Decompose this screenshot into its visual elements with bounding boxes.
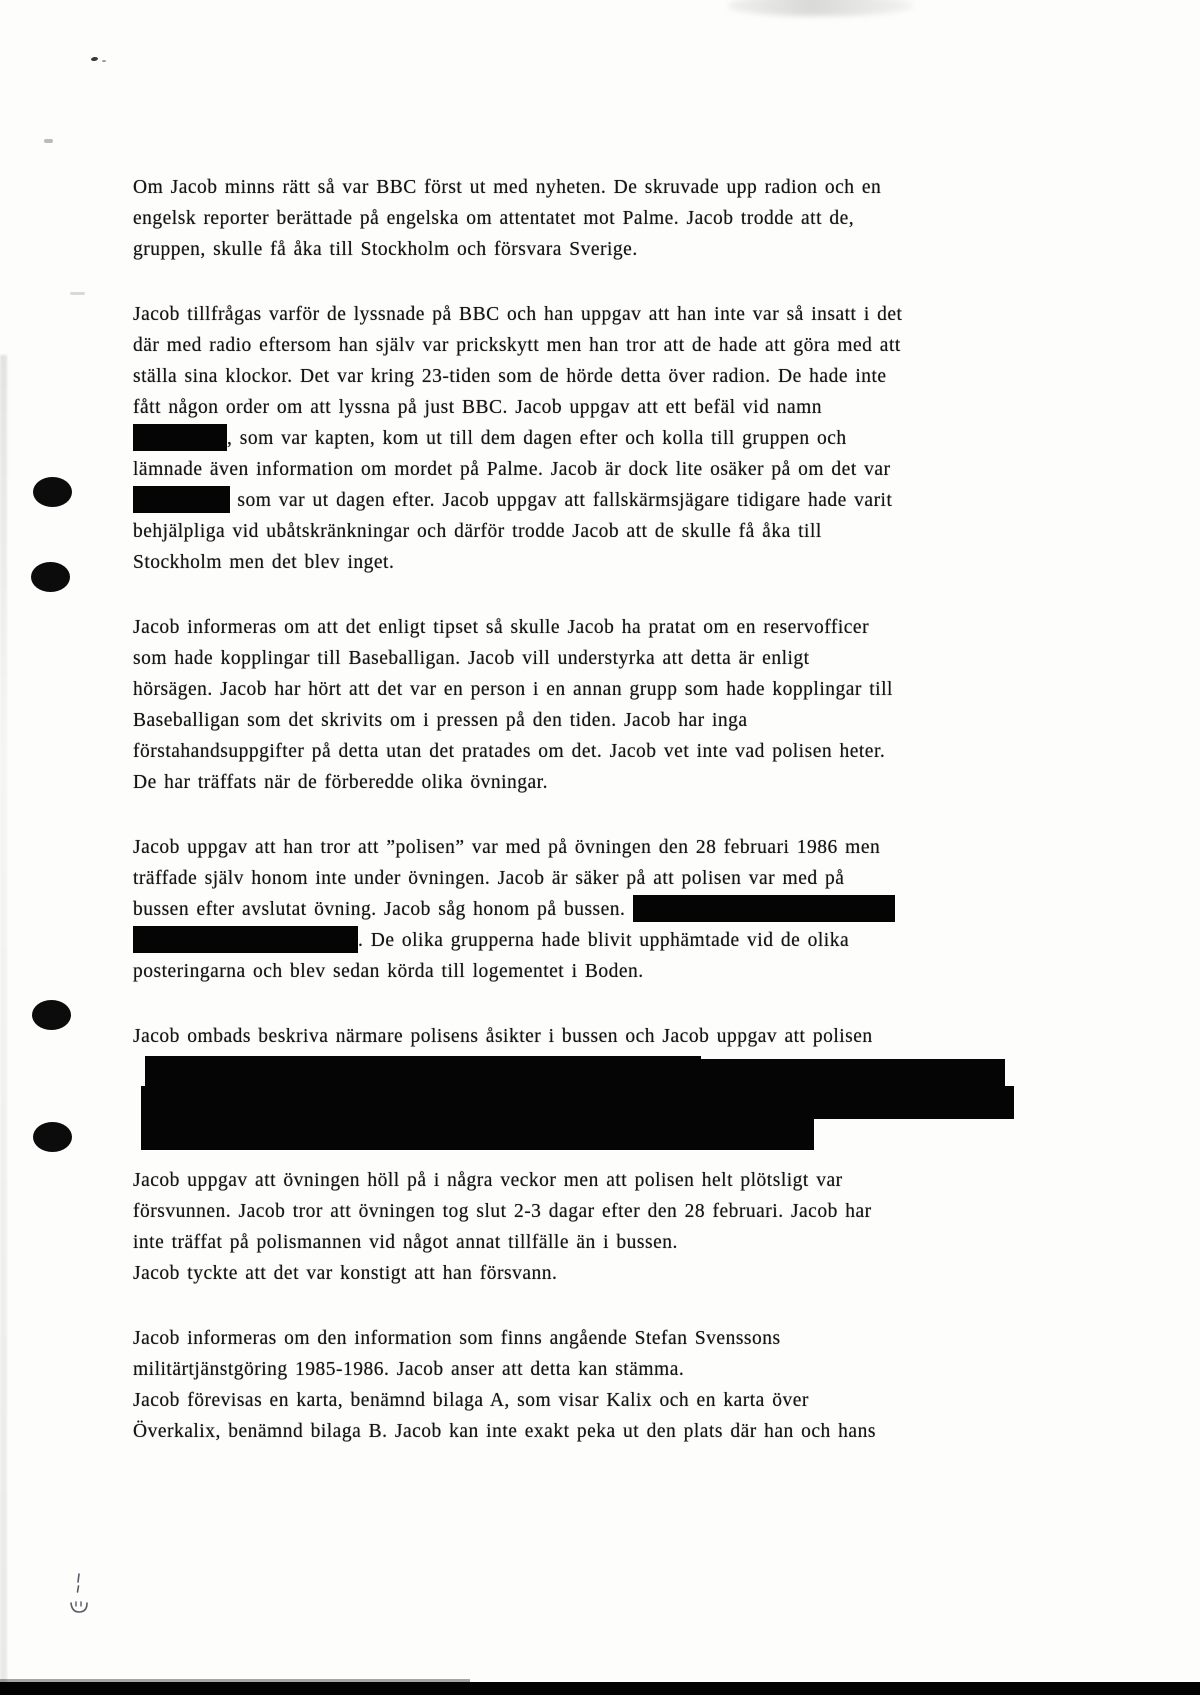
text-segment: Om Jacob minns rätt så var BBC först ut med nyheten. De skruvade upp radion och en engelsk reporter berättade på engelska om attentatet mot Palme. Jacob trodde att de, gruppen, skulle få åka till Stockholm och försvara Sverige. bbox=[133, 177, 882, 260]
redaction-bar bbox=[133, 424, 227, 451]
redaction-bar bbox=[141, 1086, 1014, 1119]
bottom-scan-bar bbox=[0, 1682, 1200, 1695]
scan-speck bbox=[44, 139, 53, 143]
text-segment: som var ut dagen efter. Jacob uppgav att fallskärmsjägare tidigare hade varit behjälpliga vid ubåtskränkningar och därför trodde Jacob att de skulle få åka till Stockholm men det blev inget. bbox=[133, 490, 893, 573]
document-text bbox=[133, 172, 1103, 1481]
redaction-bar bbox=[133, 486, 230, 513]
scan-speck bbox=[70, 292, 85, 295]
text-segment: Jacob uppgav att övningen höll på i några veckor men att polisen helt plötsligt var försvunnen. Jacob tror att övningen tog slut 2-3 dagar efter den 28 februari. Jacob har inte träffat på polismannen vid något annat tillfälle än i bussen. Jacob tyckte att det var konstigt att han försvann. bbox=[133, 1170, 872, 1284]
paragraph bbox=[133, 172, 1103, 265]
redaction-block bbox=[133, 1056, 1103, 1151]
redaction-bar bbox=[141, 1119, 814, 1150]
text-segment: Jacob informeras om den information som finns angående Stefan Svenssons militärtjänstgöring 1985-1986. Jacob anser att detta kan stämma. Jacob förevisas en karta, benämnd bilaga A, som visar Kalix och en karta över Överkalix, benämnd bilaga B. Jacob kan inte exakt peka ut den plats där han och hans bbox=[133, 1328, 876, 1442]
paragraph bbox=[133, 612, 1103, 798]
text-segment: . De olika grupperna hade blivit upphämtade vid de olika posteringarna och blev sedan körda till logementet i Boden. bbox=[133, 930, 850, 982]
hole-punch-mark bbox=[32, 1000, 71, 1030]
paragraph bbox=[133, 299, 1103, 578]
scan-speck bbox=[91, 57, 98, 62]
text-segment: Jacob ombads beskriva närmare polisens åsikter i bussen och Jacob uppgav att polisen bbox=[133, 1026, 873, 1047]
redaction-bar bbox=[145, 1056, 701, 1086]
text-segment: Jacob tillfrågas varför de lyssnade på BBC och han uppgav att han inte var så insatt i det där med radio eftersom han själv var prickskytt men han tror att de hade att göra med att ställa sina klockor. Det var kring 23-tiden som de hörde detta över radion. De hade inte fått någon order om att lyssna på just BBC. Jacob uppgav att ett befäl vid namn bbox=[133, 304, 903, 418]
hole-punch-mark bbox=[33, 1122, 72, 1152]
hole-punch-mark bbox=[33, 477, 72, 507]
redaction-bar bbox=[133, 926, 358, 953]
paragraph bbox=[133, 1165, 1103, 1289]
scan-smudge bbox=[728, 0, 913, 16]
handwritten-mark bbox=[66, 1572, 92, 1627]
scan-speck bbox=[102, 60, 106, 62]
paragraph bbox=[133, 832, 1103, 987]
paragraph bbox=[133, 1323, 1103, 1447]
hole-punch-mark bbox=[31, 562, 70, 592]
scan-edge-strip bbox=[0, 355, 7, 1685]
paragraph bbox=[133, 1021, 1103, 1052]
text-segment: Jacob informeras om att det enligt tipset så skulle Jacob ha pratat om en reservofficer som hade kopplingar till Baseballigan. Jacob vill understyrka att detta är enligt hörsägen. Jacob har hört att det var en person i en annan grupp som hade kopplingar till Baseballigan som det skrivits om i pressen på den tiden. Jacob har inga förstahandsuppgifter på detta utan det pratades om det. Jacob vet inte vad polisen heter. De har träffats när de förberedde olika övningar. bbox=[133, 617, 893, 793]
text-segment: Jacob uppgav att han tror att ”polisen” var med på övningen den 28 februari 1986 men träffade själv honom inte under övningen. Jacob är säker på att polisen var med på bussen efter avslutat övning. Jacob såg honom på bussen. bbox=[133, 837, 881, 920]
text-segment: , som var kapten, kom ut till dem dagen efter och kolla till gruppen och lämnade även information om mordet på Palme. Jacob är dock lite osäker på om det var bbox=[133, 428, 891, 480]
redaction-bar bbox=[633, 895, 895, 922]
